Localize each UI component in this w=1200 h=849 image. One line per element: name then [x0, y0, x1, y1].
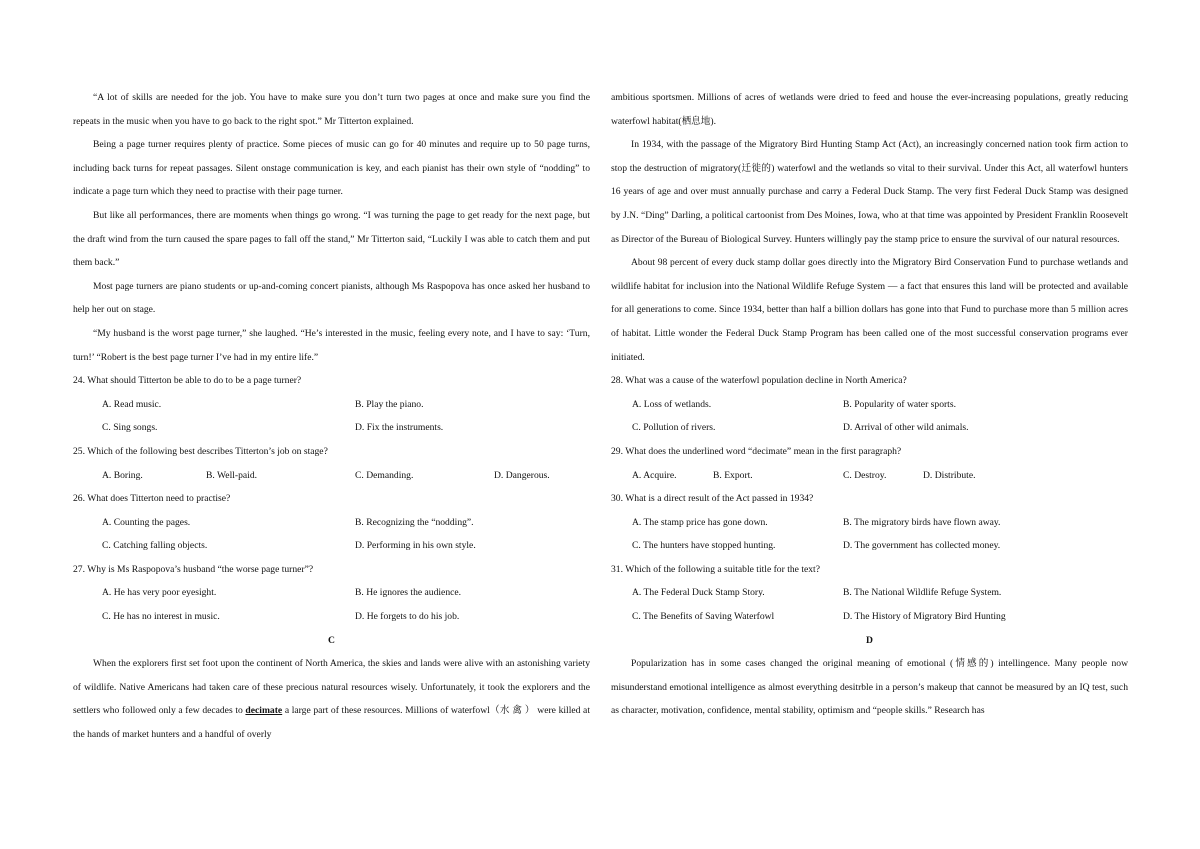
option-28b: B. Popularity of water sports. [843, 398, 956, 410]
question-26: 26. What does Titterton need to practise? [73, 493, 231, 505]
option-24a: A. Read music. [102, 398, 162, 410]
option-25b: B. Well-paid. [206, 469, 258, 481]
underlined-word: decimate [245, 705, 283, 717]
section-heading-d: D [866, 634, 873, 646]
options-row [73, 605, 590, 629]
option-31c: C. The Benefits of Saving Waterfowl [632, 611, 775, 623]
question-31: 31. Which of the following a suitable title for the text? [611, 563, 820, 575]
options-row [611, 511, 1128, 535]
option-28c: C. Pollution of rivers. [632, 422, 716, 434]
paragraph: Popularization has in some cases changed the original meaning of emotional (情感的) intellingence. Many people now misunderstand emotional intelligence as almost everything desitrble in a person’s makeup that cannot be measured by an IQ test, such as character, motivation, confidence, mental stability, optimism and “people skills.” Research has [611, 658, 1128, 717]
option-28d: D. Arrival of other wild animals. [843, 422, 969, 434]
paragraph: “A lot of skills are needed for the job. You have to make sure you don’t turn two pages at once and make sure you find the repeats in the music when you have to go back to the right spot.” Mr Titterton explained. [73, 92, 590, 127]
paragraph [73, 652, 590, 746]
question-30: 30. What is a direct result of the Act passed in 1934? [611, 493, 814, 505]
options-row [73, 416, 590, 440]
option-31a: A. The Federal Duck Stamp Story. [632, 587, 765, 599]
options-row [611, 534, 1128, 558]
options-row [73, 464, 590, 488]
question-29: 29. What does the underlined word “decimate” mean in the first paragraph? [611, 445, 902, 457]
option-29c: C. Destroy. [843, 469, 887, 481]
option-27b: B. He ignores the audience. [355, 587, 462, 599]
option-26d: D. Performing in his own style. [355, 540, 476, 552]
option-31b: B. The National Wildlife Refuge System. [843, 587, 1002, 599]
option-24c: C. Sing songs. [102, 422, 158, 434]
options-row [611, 416, 1128, 440]
option-27a: A. He has very poor eyesight. [102, 587, 217, 599]
option-26b: B. Recognizing the “nodding”. [355, 516, 474, 528]
paragraph: But like all performances, there are moments when things go wrong. “I was turning the page to get ready for the next page, but the draft wind from the turn caused the spare pages to fall off the stand,” Mr Titterton said, “Luckily I was able to catch them and put them back.” [73, 209, 590, 269]
options-row [73, 393, 590, 417]
question-24: 24. What should Titterton be able to do to be a page turner? [73, 375, 302, 387]
question-28: 28. What was a cause of the waterfowl population decline in North America? [611, 375, 907, 387]
section-heading-c: C [328, 634, 335, 646]
option-30a: A. The stamp price has gone down. [632, 516, 768, 528]
paragraph: Being a page turner requires plenty of practice. Some pieces of music can go for 40 minutes and require up to 50 page turns, including back turns for repeat passages. Silent onstage communication is key, and each pianist has their own style of “nodding” to indicate a page turn which they need to practise with their page turner. [73, 139, 590, 198]
paragraph-text: a large part of these resources. Millions of waterfowl（水 禽 ） were killed at the hands of market hunters and a handful of overly [73, 705, 590, 741]
paragraph: “My husband is the worst page turner,” she laughed. “He’s interested in the music, feeling every note, and I have to say: ‘Turn, turn!’ “Robert is the best page turner I’ve had in my entire life.” [73, 327, 590, 363]
option-26c: C. Catching falling objects. [102, 540, 208, 552]
option-29b: B. Export. [713, 469, 753, 481]
option-25a: A. Boring. [102, 469, 143, 481]
option-24b: B. Play the piano. [355, 398, 424, 410]
option-25c: C. Demanding. [355, 469, 414, 481]
options-row [73, 511, 590, 535]
options-row [611, 581, 1128, 605]
option-25d: D. Dangerous. [494, 469, 550, 481]
options-row [73, 581, 590, 605]
question-27: 27. Why is Ms Raspopova’s husband “the worse page turner”? [73, 563, 314, 575]
paragraph: ambitious sportsmen. Millions of acres of wetlands were dried to feed and house the ever-increasing populations, greatly reducing waterfowl habitat(栖息地). [611, 92, 1128, 127]
options-row [611, 605, 1128, 629]
paragraph-text: When the explorers first set foot upon the continent of North America, the skies and lands were alive with an astonishing variety of wildlife. Native Americans had taken care of these precious natural resources wisely. Unfortunately, it took the explorers and the settlers who followed only a few decades to [73, 658, 590, 717]
options-row [73, 534, 590, 558]
option-30b: B. The migratory birds have flown away. [843, 516, 1001, 528]
paragraph: In 1934, with the passage of the Migratory Bird Hunting Stamp Act (Act), an increasingly concerned nation took firm action to stop the destruction of migratory(迁徙的) waterfowl and the wetlands so vital to their survival. Under this Act, all waterfowl hunters 16 years of age and over must annually purchase and carry a Federal Duck Stamp. The very first Federal Duck Stamp was designed by J.N. “Ding” Darling, a political cartoonist from Des Moines, Iowa, who at that time was appointed by President Franklin Roosevelt as Director of the Bureau of Biological Survey. Hunters willingly pay the stamp price to ensure the survival of our natural resources. [611, 139, 1128, 245]
paragraph: About 98 percent of every duck stamp dollar goes directly into the Migratory Bird Conservation Fund to purchase wetlands and wildlife habitat for inclusion into the National Wildlife Refuge System — a fact that ensures this land will be protected and available for all generations to come. Since 1934, better than half a billion dollars has gone into that Fund to purchase more than 5 million acres of habitat. Little wonder the Federal Duck Stamp Program has been called one of the most successful conservation programs ever initiated. [611, 257, 1128, 363]
option-26a: A. Counting the pages. [102, 516, 191, 528]
option-28a: A. Loss of wetlands. [632, 398, 712, 410]
option-27c: C. He has no interest in music. [102, 611, 220, 623]
left-column [73, 86, 590, 747]
right-column [611, 86, 1128, 723]
question-25: 25. Which of the following best describes Titterton’s job on stage? [73, 445, 328, 457]
options-row [611, 393, 1128, 417]
option-30c: C. The hunters have stopped hunting. [632, 540, 776, 552]
option-31d: D. The History of Migratory Bird Hunting [843, 611, 1006, 623]
option-29d: D. Distribute. [923, 469, 976, 481]
option-27d: D. He forgets to do his job. [355, 611, 460, 623]
option-30d: D. The government has collected money. [843, 540, 1001, 552]
option-24d: D. Fix the instruments. [355, 422, 444, 434]
option-29a: A. Acquire. [632, 469, 677, 481]
paragraph: Most page turners are piano students or up-and-coming concert pianists, although Ms Raspopova has once asked her husband to help her out on stage. [73, 280, 590, 316]
options-row [611, 464, 1128, 488]
